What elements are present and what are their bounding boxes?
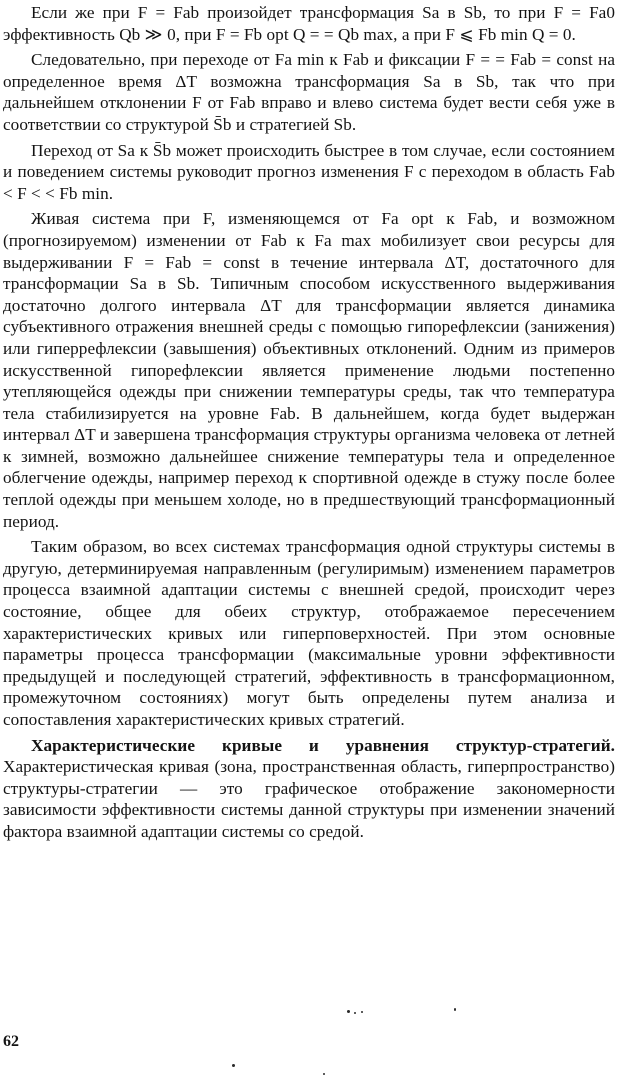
- scan-speck: [232, 1064, 235, 1067]
- paragraph-3: Переход от Sa к S̄b может происходить быстрее в том случае, если состоянием и поведением системы руководит прогноз изменения F с переходом в область Fab < F < < Fb min.: [3, 140, 615, 203]
- paragraph-5: Таким образом, во всех системах трансформация одной структуры системы в другую, детерминируемая направленным (регулиримым) изменением параметров процесса взаимной адаптации системы с внешней средой, происходит через состояние, общее для обеих структур, отображаемое пересечением характеристических кривых или гиперповерхностей. При этом основные параметры процесса трансформации (максимальные уровни эффективности предыдущей и последующей стратегий, эффективность в трансформационном, промежуточном состояниях) могут быть определены путем анализа и сопоставления характеристических кривых стратегий.: [3, 537, 615, 729]
- paragraph-1: Если же при F = Fab произойдет трансформация Sa в Sb, то при F = Fa0 эффективность Qb ≫ 0, при F = Fb opt Q = = Qb max, а при F ⩽ Fb min Q = 0.: [3, 3, 615, 44]
- text-column: [3, 2, 615, 847]
- section-heading: Характеристические кривые и уравнения структур-стратегий.: [31, 735, 615, 755]
- section-paragraph: [3, 735, 615, 843]
- scan-speck: [361, 1011, 363, 1013]
- scan-speck: [354, 1012, 356, 1014]
- page-number: 62: [3, 1033, 19, 1050]
- scan-speck: [454, 1008, 456, 1011]
- paragraph-2: Следовательно, при переходе от Fa min к Fab и фиксации F = = Fab = const на определенное время ΔT возможна трансформация Sa в Sb, так что при дальнейшем отклонении F от Fab вправо и влево система будет вести себя уже в соответствии со структурой S̄b и стратегией Sb.: [3, 50, 615, 134]
- scan-speck: [323, 1073, 325, 1075]
- scan-speck: [347, 1010, 350, 1013]
- paragraph-4: Живая система при F, изменяющемся от Fa opt к Fab, и возможном (прогнозируемом) изменении от Fab к Fa max мобилизует свои ресурсы для выдерживании F = Fab = const в течение интервала ΔT, достаточного для трансформации Sa в Sb. Типичным способом искусственного выдерживания достаточно долгого интервала ΔT для трансформации является динамика субъективного отражения внешней среды с помощью гипорефлексии (занижения) или гиперрефлексии (завышения) объективных отклонений. Одним из примеров искусственной гипорефлексии является применение людьми постепенно утепляющейся одежды при снижении температуры среды, так что температура тела стабилизируется на уровне Fab. В дальнейшем, когда будет выдержан интервал ΔT и завершена трансформация структуры организма человека от летней к зимней, возможно дальнейшее снижение температуры тела и определенное облегчение одежды, например переход к спортивной одежде в стужу после более теплой одежды при меньшем холоде, но в предшествующий трансформационный период.: [3, 209, 615, 531]
- section-body: Характеристическая кривая (зона, пространственная область, гиперпространство) структуры-стратегии — это графическое отображение закономерности зависимости эффективности системы данной структуры при изменении значений фактора взаимной адаптации системы со средой.: [3, 757, 615, 841]
